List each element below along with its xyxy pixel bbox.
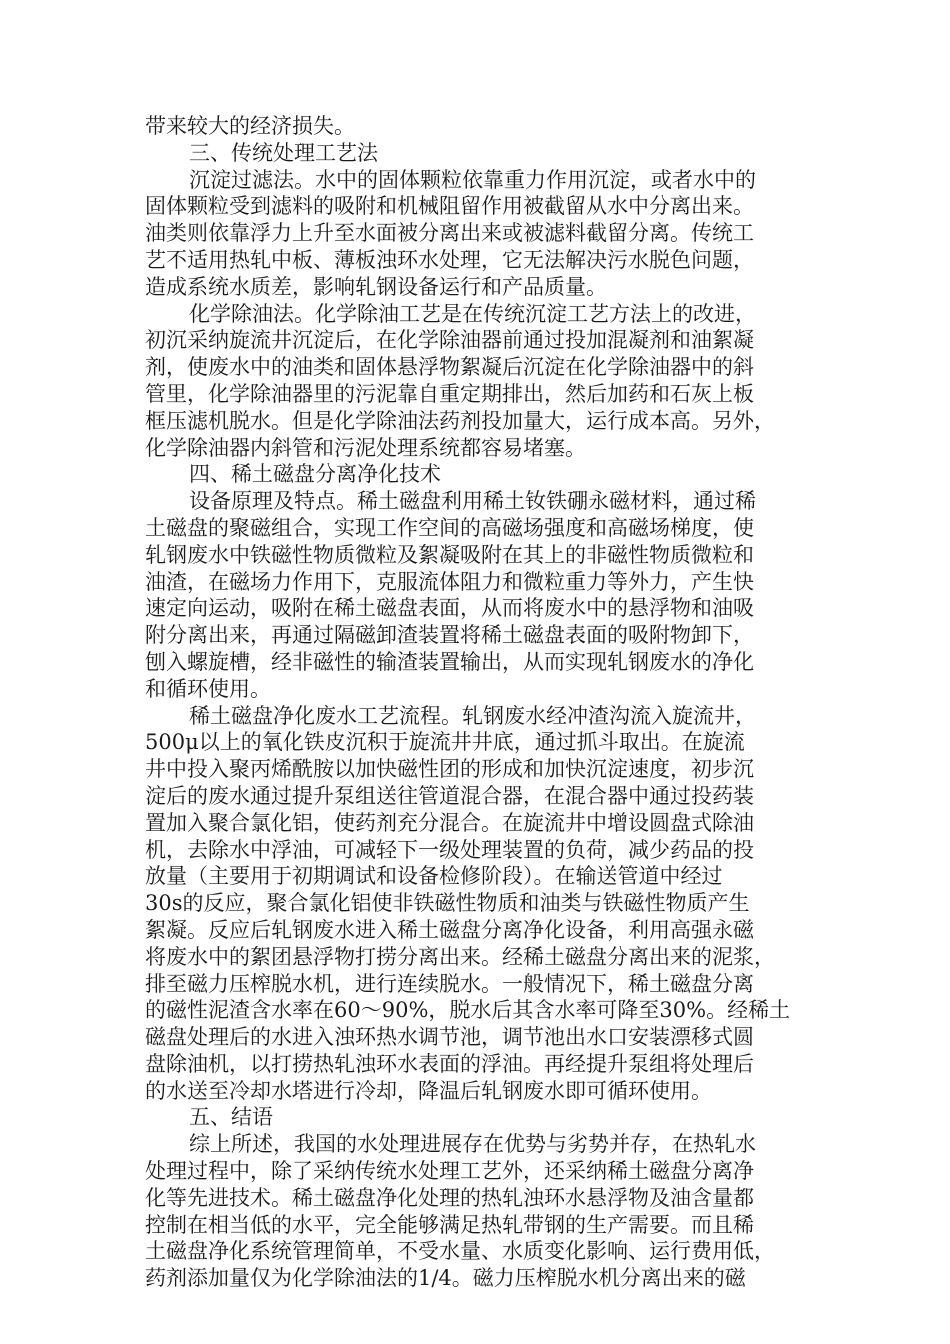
text-line: 沉淀过滤法。水中的固体颗粒依靠重力作用沉淀，或者水中的 <box>189 167 756 192</box>
text-line: 综上所述，我国的水处理进展存在优势与劣势并存，在热轧水 <box>189 1132 756 1157</box>
text-line: 剂，使废水中的油类和固体悬浮物絮凝后沉淀在化学除油器中的斜 <box>145 355 754 380</box>
text-line: 初沉采纳旋流井沉淀后，在化学除油器前通过投加混凝剂和油絮凝 <box>145 328 754 353</box>
text-line: 500μ以上的氧化铁皮沉积于旋流井井底，通过抓斗取出。在旋流 <box>145 730 745 755</box>
text-line: 设备原理及特点。稀土磁盘利用稀土钕铁硼永磁材料，通过稀 <box>189 489 756 514</box>
text-line: 稀土磁盘净化废水工艺流程。轧钢废水经冲渣沟流入旋流井， <box>189 703 756 728</box>
text-line: 轧钢废水中铁磁性物质微粒及絮凝吸附在其上的非磁性物质微粒和 <box>145 542 754 567</box>
text-line: 四、稀土磁盘分离净化技术 <box>189 462 441 487</box>
text-line: 造成系统水质差，影响轧钢设备运行和产品质量。 <box>145 274 607 299</box>
text-line: 土磁盘净化系统管理简单，不受水量、水质变化影响、运行费用低， <box>145 1239 775 1264</box>
text-line: 框压滤机脱水。但是化学除油法药剂投加量大，运行成本高。另外， <box>145 408 775 433</box>
text-line: 磁盘处理后的水进入浊环热水调节池，调节池出水口安装漂移式圆 <box>145 1025 754 1050</box>
text-line: 化等先进技术。稀土磁盘净化处理的热轧浊环水悬浮物及油含量都 <box>145 1185 754 1210</box>
text-line: 化学除油法。化学除油工艺是在传统沉淀工艺方法上的改进， <box>189 301 756 326</box>
text-line: 艺不适用热轧中板、薄板浊环水处理，它无法解决污水脱色问题， <box>145 247 754 272</box>
text-line: 盘除油机，以打捞热轧浊环水表面的浮油。再经提升泵组将处理后 <box>145 1051 754 1076</box>
text-line: 药剂添加量仅为化学除油法的1/4。磁力压榨脱水机分离出来的磁 <box>145 1266 746 1291</box>
text-line: 三、传统处理工艺法 <box>189 140 378 165</box>
text-line: 土磁盘的聚磁组合，实现工作空间的高磁场强度和高磁场梯度，使 <box>145 515 754 540</box>
text-line: 的水送至冷却水塔进行冷却，降温后轧钢废水即可循环使用。 <box>145 1078 712 1103</box>
text-line: 机，去除水中浮油，可减轻下一级处理装置的负荷，减少药品的投 <box>145 837 754 862</box>
text-line: 刨入螺旋槽，经非磁性的输渣装置输出，从而实现轧钢废水的净化 <box>145 649 754 674</box>
text-line: 速定向运动，吸附在稀土磁盘表面，从而将废水中的悬浮物和油吸 <box>145 596 754 621</box>
text-line: 和循环使用。 <box>145 676 271 701</box>
text-line: 油类则依靠浮力上升至水面被分离出来或被滤料截留分离。传统工 <box>145 221 754 246</box>
text-line: 排至磁力压榨脱水机，进行连续脱水。一般情况下，稀土磁盘分离 <box>145 971 754 996</box>
text-line: 处理过程中，除了采纳传统水处理工艺外，还采纳稀土磁盘分离净 <box>145 1159 754 1184</box>
text-line: 油渣，在磁场力作用下，克服流体阻力和微粒重力等外力，产生快 <box>145 569 754 594</box>
text-line: 带来较大的经济损失。 <box>145 114 355 138</box>
text-line: 絮凝。反应后轧钢废水进入稀土磁盘分离净化设备，利用高强永磁 <box>145 917 754 942</box>
text-line: 固体颗粒受到滤料的吸附和机械阻留作用被截留从水中分离出来。 <box>145 194 754 219</box>
text-line: 将废水中的絮团悬浮物打捞分离出来。经稀土磁盘分离出来的泥浆， <box>145 944 775 969</box>
text-line: 淀后的废水通过提升泵组送往管道混合器，在混合器中通过投药装 <box>145 783 754 808</box>
text-line: 附分离出来，再通过隔磁卸渣装置将稀土磁盘表面的吸附物卸下， <box>145 623 754 648</box>
text-line: 置加入聚合氯化铝，使药剂充分混合。在旋流井中增设圆盘式除油 <box>145 810 754 835</box>
text-line: 管里，化学除油器里的污泥靠自重定期排出，然后加药和石灰上板 <box>145 381 754 406</box>
text-line: 五、结语 <box>189 1105 273 1130</box>
text-line: 放量（主要用于初期调试和设备检修阶段）。在输送管道中经过 <box>145 864 723 889</box>
document-body <box>145 113 795 1292</box>
text-line: 控制在相当低的水平，完全能够满足热轧带钢的生产需要。而且稀 <box>145 1212 754 1237</box>
text-line: 化学除油器内斜管和污泥处理系统都容易堵塞。 <box>145 435 586 460</box>
text-line: 30s的反应，聚合氯化铝使非铁磁性物质和油类与铁磁性物质产生 <box>145 891 750 916</box>
text-line: 的磁性泥渣含水率在60～90%，脱水后其含水率可降至30%。经稀土 <box>145 998 791 1023</box>
text-line: 井中投入聚丙烯酰胺以加快磁性团的形成和加快沉淀速度，初步沉 <box>145 757 754 782</box>
